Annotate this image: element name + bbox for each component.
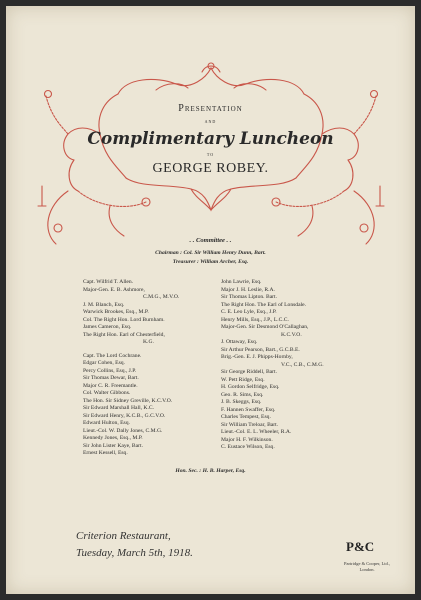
printer-monogram: P&C	[346, 539, 375, 554]
to-text: to	[206, 152, 215, 158]
committee-member: Warwick Brookes, Esq., M.P.	[83, 309, 149, 315]
committee-member: Lieut.-Col. W. Dally Jones, C.M.G.	[83, 427, 163, 434]
committee-member: C. Eustace Wilson, Esq.	[221, 444, 275, 450]
treasurer-line: Treasurer : William Archer, Esq.	[172, 259, 249, 265]
chairman-line: Chairman : Col. Sir William Henry Dunn, Bart.	[155, 250, 266, 256]
committee-member: V.C., C.B., C.M.G.	[281, 361, 324, 368]
committee-member: The Hon. Sir Sidney Greville, K.C.V.O.	[83, 397, 173, 404]
committee-member: J. Ottaway, Esq.	[221, 339, 258, 345]
committee-member: C.M.G., M.V.O.	[143, 294, 180, 300]
committee-member: Capt. Wilfrid T. Allen.	[83, 279, 134, 285]
committee-member: K.G.	[143, 339, 154, 345]
presentation-heading: Presentation	[178, 103, 243, 114]
committee-member: Kennedy Jones, Esq., M.P.	[83, 435, 143, 441]
venue-block	[76, 528, 193, 562]
luncheon-title: Complimentary Luncheon	[87, 129, 334, 149]
committee-list-right	[221, 279, 391, 452]
committee-member: Sir Arthur Pearson, Bart., G.C.B.E.	[221, 346, 300, 353]
committee-member: Edward Hulton, Esq.	[83, 420, 130, 426]
committee-title: . . Committee . .	[189, 237, 232, 244]
hon-sec-line: Hon. Sec. : H. B. Harper, Esq.	[175, 468, 246, 474]
printer-name: Partridge & Cooper, Ltd.,	[344, 561, 391, 566]
committee-member: Sir Thomas Dewar, Bart.	[83, 375, 139, 381]
committee-member: Sir George Riddell, Bart.	[221, 369, 277, 375]
committee-member: Brig.-Gen. E. J. Phipps-Hornby,	[221, 354, 293, 360]
committee-member: Major C. R. Freemantle.	[83, 382, 138, 389]
committee-member: Major H. F. Wilkinson.	[221, 436, 273, 443]
committee-member: Col. Walter Gibbons.	[83, 390, 131, 396]
committee-member: H. Gordon Selfridge, Esq.	[221, 384, 280, 390]
committee-member: F. Hannen Swaffer, Esq.	[221, 406, 276, 413]
and-text: and	[204, 119, 217, 125]
committee-member: Sir John Lister Kaye, Bart.	[83, 442, 143, 449]
committee-member: Percy Collins, Esq., J.P.	[83, 367, 137, 374]
committee-member: Major-Gen. E. B. Ashmore,	[83, 286, 145, 293]
committee-member: Major-Gen. Sir Desmond O'Callaghan,	[221, 324, 309, 330]
committee-member: C. E. Leo Lyle, Esq., J.P.	[221, 309, 277, 315]
committee-member: Ernest Kessell, Esq.	[83, 450, 128, 456]
committee-member: John Lawrie, Esq.	[221, 279, 262, 285]
committee-member: Col. The Right Hon. Lord Burnham.	[83, 316, 165, 323]
committee-member: K.C.V.O.	[281, 331, 302, 338]
committee-member: Charles Tempest, Esq.	[221, 414, 271, 420]
committee-member: Sir Thomas Lipton. Bart.	[221, 294, 277, 300]
committee-member: Henry Mills, Esq., J.P., L.C.C.	[221, 316, 289, 323]
committee-member: Sir Edward Marshall Hall, K.C.	[83, 405, 154, 411]
committee-member: Geo. R. Sims, Esq.	[221, 391, 264, 398]
committee-member: James Cameron, Esq.	[83, 324, 132, 330]
committee-member: Edgar Cohen, Esq.	[83, 360, 125, 366]
event-date: Tuesday, March 5th, 1918.	[76, 547, 193, 559]
committee-member: Major J. H. Leslie, R.A.	[221, 286, 275, 293]
committee-member: W. Pett Ridge, Esq.	[221, 376, 265, 383]
committee-member: Sir William Treloar, Bart.	[221, 421, 279, 428]
venue-place: Criterion Restaurant,	[76, 530, 171, 542]
menu-card	[6, 6, 415, 594]
committee-member: The Right Hon. Earl of Chesterfield,	[83, 331, 165, 338]
committee-member: Sir Edward Henry, K.C.B., G.C.V.O.	[83, 412, 166, 419]
printer-imprint	[344, 561, 390, 573]
committee-member: Lieut.-Col. E. L. Wheeler, R.A.	[221, 429, 292, 435]
committee-member: Capt. The Lord Cochrane.	[83, 352, 142, 359]
printer-city: London.	[359, 567, 375, 572]
committee-list-left	[83, 279, 243, 458]
committee-member: The Right Hon. The Earl of Lonsdale.	[221, 301, 307, 308]
ornamental-frame	[6, 6, 415, 246]
committee-member: J. B. Skeggs, Esq.	[221, 399, 262, 405]
committee-member: J. M. Blanch, Esq.	[83, 301, 125, 308]
honoree-name: GEORGE ROBEY.	[152, 161, 269, 176]
